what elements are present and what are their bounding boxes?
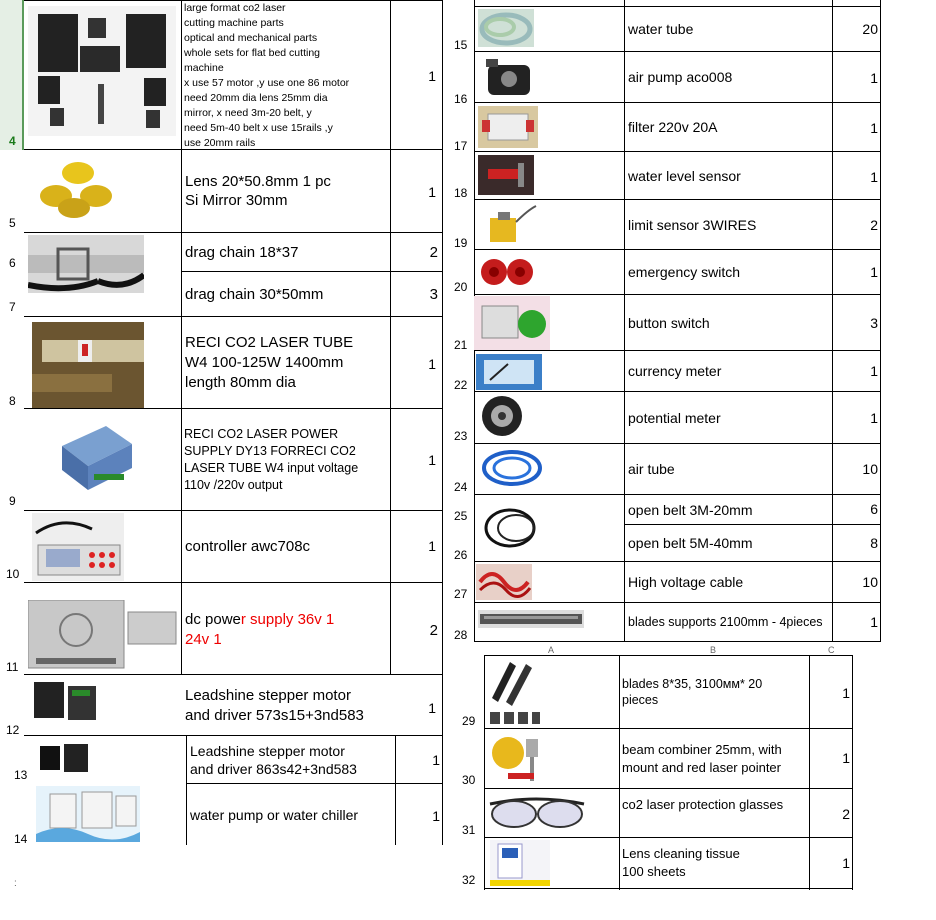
item-description: button switch bbox=[628, 314, 710, 331]
item-description: limit sensor 3WIRES bbox=[628, 216, 757, 233]
row-number: 19 bbox=[454, 236, 468, 250]
item-description: air pump aco008 bbox=[628, 69, 733, 85]
item-description: High voltage cable bbox=[628, 574, 744, 590]
laser-parts-icon bbox=[28, 6, 176, 136]
row-number: 30 bbox=[462, 773, 476, 787]
row-number: 28 bbox=[454, 628, 468, 642]
item-description: air tube bbox=[628, 461, 675, 477]
item-quantity: 3 bbox=[429, 286, 438, 303]
item-description: water pump or water chiller bbox=[190, 806, 359, 823]
row-number: 15 bbox=[454, 38, 468, 52]
dc-power-icon bbox=[28, 600, 178, 670]
lens-mirror-icon bbox=[30, 160, 140, 220]
row-number: 26 bbox=[454, 548, 468, 562]
stepper-driver-icon bbox=[28, 678, 100, 730]
row-number: 16 bbox=[454, 92, 468, 106]
item-quantity: 1 bbox=[428, 700, 436, 716]
item-description: Leadshine stepper motor and driver 573s15+3nd583 bbox=[185, 687, 364, 724]
item-quantity: 10 bbox=[862, 574, 878, 590]
item-description: filter 220v 20A bbox=[628, 119, 718, 135]
item-quantity: 1 bbox=[842, 855, 850, 871]
button-switch-icon bbox=[474, 296, 550, 350]
blades-icon bbox=[488, 658, 542, 726]
blade-support-icon bbox=[478, 610, 584, 628]
row-number: 7 bbox=[9, 300, 16, 314]
item-description: currency meter bbox=[628, 363, 722, 379]
item-quantity: 1 bbox=[428, 452, 436, 468]
row-number: 25 bbox=[454, 509, 468, 523]
row-number: 17 bbox=[454, 139, 468, 153]
row-number: 4 bbox=[9, 134, 16, 148]
air-pump-icon bbox=[480, 53, 538, 101]
hv-cable-icon bbox=[476, 564, 532, 600]
filter-icon bbox=[478, 106, 538, 148]
item-description: water tube bbox=[628, 21, 694, 37]
item-description: blades 8*35, 3100мм* 20 pieces bbox=[622, 677, 763, 707]
drag-chain-icon bbox=[28, 235, 144, 293]
tissue-icon bbox=[490, 840, 550, 886]
currency-meter-icon bbox=[476, 354, 542, 390]
power-supply-icon bbox=[56, 416, 134, 496]
item-quantity: 1 bbox=[428, 184, 436, 200]
item-quantity: 1 bbox=[842, 685, 850, 701]
item-quantity: 1 bbox=[428, 538, 436, 554]
item-quantity: 1 bbox=[870, 70, 878, 86]
item-description: emergency switch bbox=[628, 264, 741, 280]
item-quantity: 1 bbox=[870, 264, 878, 280]
item-description: blades supports 2100mm - 4pieces bbox=[628, 615, 823, 629]
limit-sensor-icon bbox=[480, 202, 538, 246]
item-quantity: 6 bbox=[870, 501, 878, 517]
item-quantity: 1 bbox=[870, 120, 878, 136]
water-sensor-icon bbox=[478, 155, 534, 195]
item-description: Lens cleaning tissue 100 sheets bbox=[622, 846, 740, 879]
item-quantity: 10 bbox=[862, 461, 878, 477]
row-number: 8 bbox=[9, 394, 16, 408]
item-quantity: 2 bbox=[429, 244, 438, 261]
item-description: open belt 5M-40mm bbox=[628, 535, 753, 551]
item-quantity: 1 bbox=[870, 410, 878, 426]
item-description: controller awc708c bbox=[185, 538, 311, 555]
item-description: RECI CO2 LASER TUBE W4 100-125W 1400mm length 80mm dia bbox=[185, 333, 354, 391]
row-number: 24 bbox=[454, 480, 468, 494]
item-description: drag chain 30*50mm bbox=[185, 285, 324, 303]
item-description: large format co2 laser cutting machine parts optical and mechanical parts whole sets for flat bed cutting machine x use 57 motor ,y use one 86 motor need 20mm dia lens 25mm dia mirror, x need 3m-20 belt, y need 5m-40 belt x use 15rails ,y use 20mm rails bbox=[184, 2, 350, 149]
row-number: 6 bbox=[9, 256, 16, 270]
row-number: 27 bbox=[454, 587, 468, 601]
beam-combiner-icon bbox=[490, 731, 562, 785]
row-number: 18 bbox=[454, 186, 468, 200]
row-number: 29 bbox=[462, 714, 476, 728]
item-quantity: 20 bbox=[862, 21, 878, 37]
row-number: 21 bbox=[454, 338, 468, 352]
row-number: 10 bbox=[6, 567, 20, 581]
item-quantity: 2 bbox=[429, 622, 438, 639]
item-description: Lens 20*50.8mm 1 pc Si Mirror 30mm bbox=[185, 173, 331, 209]
item-quantity: 1 bbox=[842, 750, 850, 766]
row-number: 31 bbox=[462, 823, 476, 837]
item-description: beam combiner 25mm, with mount and red laser pointer bbox=[622, 741, 782, 775]
item-quantity: 1 bbox=[428, 356, 436, 372]
air-tube-icon bbox=[478, 446, 546, 492]
item-description: potential meter bbox=[628, 409, 721, 426]
controller-icon bbox=[32, 513, 124, 581]
item-quantity: 1 bbox=[432, 752, 440, 768]
potential-meter-icon bbox=[478, 394, 526, 440]
item-description: drag chain 18*37 bbox=[185, 243, 299, 261]
row-number: 14 bbox=[14, 832, 28, 846]
laser-tube-icon bbox=[32, 322, 144, 408]
row-number: 20 bbox=[454, 280, 468, 294]
row-number: 5 bbox=[9, 216, 16, 230]
glasses-icon bbox=[486, 790, 588, 836]
item-quantity: 2 bbox=[870, 217, 878, 233]
row-number: 13 bbox=[14, 768, 28, 782]
item-quantity: 1 bbox=[432, 808, 440, 824]
row-number: 11 bbox=[6, 660, 19, 674]
item-quantity: 2 bbox=[842, 806, 850, 822]
row-number: 23 bbox=[454, 429, 468, 443]
row-number: 12 bbox=[6, 723, 20, 737]
row-number: 22 bbox=[454, 378, 468, 392]
water-tube-icon bbox=[478, 9, 534, 47]
item-description: RECI CO2 LASER POWER SUPPLY DY13 FORRECI CO2 LASER TUBE W4 input voltage 110v /220v output bbox=[184, 426, 359, 492]
item-description: dc power supply 36v 1 24v 1 bbox=[185, 611, 335, 648]
row-number: 32 bbox=[462, 873, 476, 887]
emergency-switch-icon bbox=[478, 252, 536, 292]
item-quantity: 1 bbox=[870, 363, 878, 379]
column-header-a: A bbox=[548, 645, 555, 655]
item-description: water level sensor bbox=[628, 167, 741, 184]
column-header-b: B bbox=[710, 645, 717, 655]
item-quantity: 8 bbox=[870, 535, 878, 551]
item-quantity: 1 bbox=[428, 68, 436, 84]
cell-marker: : bbox=[14, 878, 17, 889]
belt-icon bbox=[480, 500, 550, 554]
row-number: 9 bbox=[9, 494, 16, 508]
stepper-driver-icon bbox=[36, 738, 96, 778]
item-quantity: 1 bbox=[870, 169, 878, 185]
item-quantity: 1 bbox=[870, 614, 878, 630]
item-quantity: 3 bbox=[870, 315, 878, 331]
column-header-c: C bbox=[828, 645, 835, 655]
water-chiller-icon bbox=[36, 786, 140, 842]
item-description: open belt 3M-20mm bbox=[628, 501, 753, 518]
item-description: co2 laser protection glasses bbox=[622, 796, 784, 812]
item-description: Leadshine stepper motor and driver 863s42+3nd583 bbox=[190, 743, 357, 777]
